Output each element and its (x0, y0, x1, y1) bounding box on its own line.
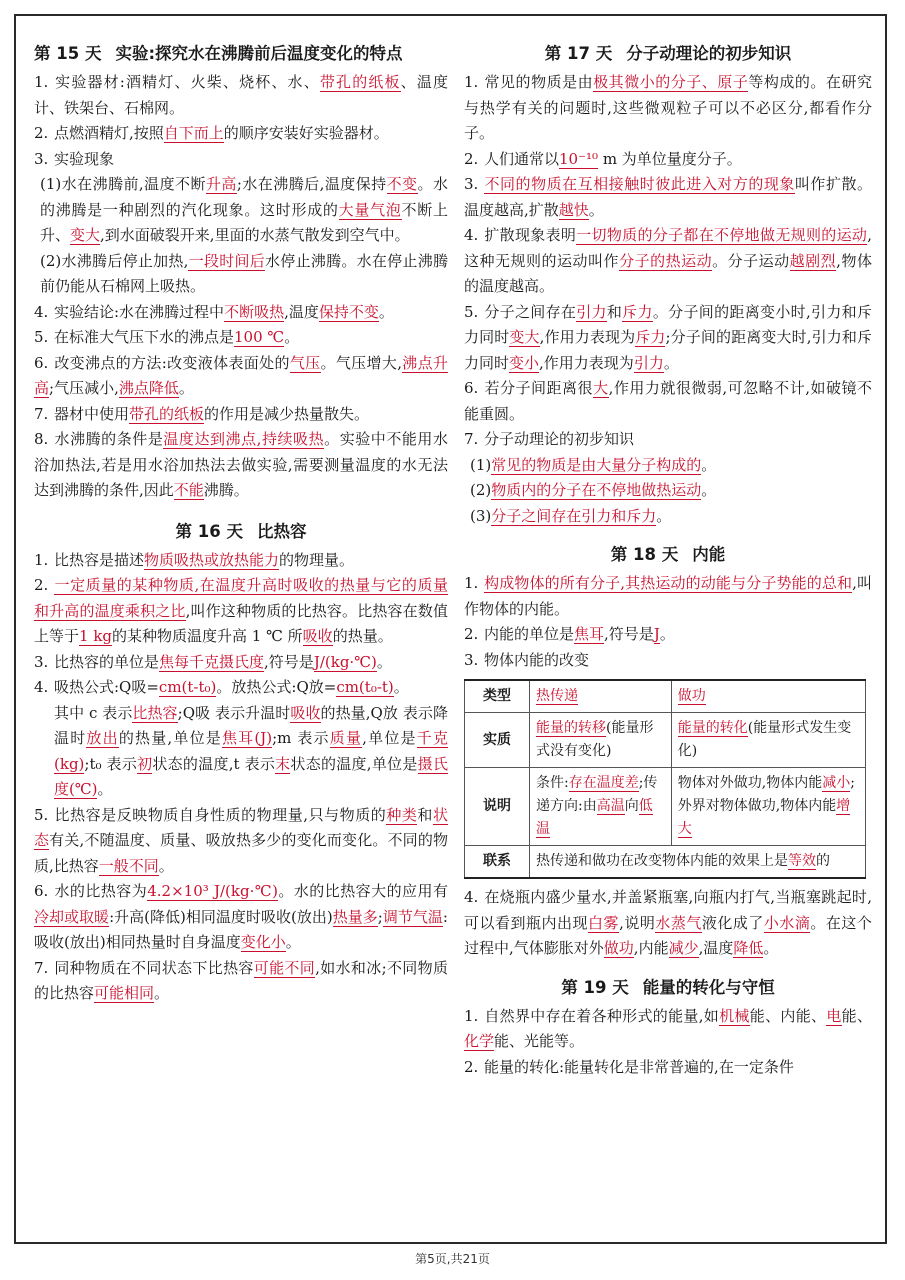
right-column (464, 36, 872, 1080)
table-cell: 条件:存在温度差;传递方向:由高温向低温 (530, 768, 672, 846)
list-item: 2. 点燃酒精灯,按照自下而上的顺序安装好实验器材。 (34, 124, 389, 142)
list-subitem: (1)水在沸腾前,温度不断升高;水在沸腾后,温度保持不变。水的沸腾是一种剧烈的汽化现象。这时形成的大量气泡不断上升、变大,到水面破裂开来,里面的水蒸气散发到空气中。 (40, 175, 448, 244)
list-item: 1. 常见的物质是由极其微小的分子、原子等构成的。在研究与热学有关的问题时,这些微观粒子可以不必区分,都看作分子。 (464, 73, 872, 142)
list-subitem: (2)水沸腾后停止加热,一段时间后水停止沸腾。水在停止沸腾前仍能从石棉网上吸热。 (40, 251, 448, 295)
list-item: 1. 自然界中存在着各种形式的能量,如机械能、内能、电能、化学能、光能等。 (464, 1006, 872, 1050)
day15-title: 第 15 天 实验:探究水在沸腾前后温度变化的特点 (34, 44, 403, 63)
left-column (34, 36, 448, 1007)
list-item: 7. 同种物质在不同状态下比热容可能不同,如水和冰;不同物质的比热容可能相同。 (34, 958, 448, 1002)
table-header: 做功 (671, 680, 865, 713)
list-subitem: (1)常见的物质是由大量分子构成的。 (470, 455, 717, 474)
table-header: 热传递 (530, 680, 672, 713)
list-item: 2. 内能的单位是焦耳,符号是J。 (464, 625, 675, 643)
table-row (465, 768, 866, 846)
list-item: 2. 能量的转化:能量转化是非常普遍的,在一定条件 (464, 1057, 794, 1076)
list-item: 5. 比热容是反映物质自身性质的物理量,只与物质的种类和状态有关,不随温度、质量、吸放热多少的变化而变化。不同的物质,比热容一般不同。 (34, 805, 448, 875)
row-label: 说明 (465, 768, 530, 846)
list-item: 7. 器材中使用带孔的纸板的作用是减少热量散失。 (34, 404, 370, 423)
list-item: 5. 分子之间存在引力和斥力。分子间的距离变小时,引力和斥力同时变大,作用力表现为斥力;分子间的距离变大时,引力和斥力同时变小,作用力表现为引力。 (464, 302, 872, 372)
list-item: 6. 若分子间距离很大,作用力就很微弱,可忽略不计,如破镜不能重圆。 (464, 379, 872, 423)
table-cell: 能量的转化(能量形式发生变化) (671, 713, 865, 768)
list-item: 8. 水沸腾的条件是温度达到沸点,持续吸热。实验中不能用水浴加热法,若是用水浴加热法去做实验,需要测量温度的水无法达到沸腾的条件,因此不能沸腾。 (34, 430, 448, 499)
list-item: 3. 比热容的单位是焦每千克摄氏度,符号是J/(kg·℃)。 (34, 652, 392, 671)
table-header: 类型 (465, 680, 530, 713)
list-item: 4. 吸热公式:Q吸=cm(t-t₀)。放热公式:Q放=cm(t₀-t)。 (34, 678, 409, 696)
row-label: 实质 (465, 713, 530, 768)
list-item: 6. 水的比热容为4.2×10³ J/(kg·℃)。水的比热容大的应用有冷却或取暖:升高(降低)相同温度时吸收(放出)热量多;调节气温:吸收(放出)相同热量时自身温度变化小。 (34, 882, 448, 951)
list-item-continuation: 其中 c 表示比热容;Q吸 表示升温时吸收的热量,Q放 表示降温时放出的热量,单位是焦耳(J);m 表示质量,单位是千克(kg);t₀ 表示初状态的温度,t 表示末状态的温度,单位是摄氏度(℃)。 (54, 703, 448, 798)
list-item: 6. 改变沸点的方法:改变液体表面处的气压。气压增大,沸点升高;气压减小,沸点降低。 (34, 353, 448, 397)
day19-title: 第 19 天 能量的转化与守恒 (561, 977, 775, 997)
list-item: 1. 实验器材:酒精灯、火柴、烧杯、水、带孔的纸板、温度计、铁架台、石棉网。 (34, 73, 448, 117)
list-item: 4. 扩散现象表明一切物质的分子都在不停地做无规则的运动,这种无规则的运动叫作分子的热运动。分子运动越剧烈,物体的温度越高。 (464, 226, 872, 295)
table-row (465, 846, 866, 879)
table-row (465, 713, 866, 768)
list-item: 5. 在标准大气压下水的沸点是100 ℃。 (34, 328, 300, 346)
list-subitem: (3)分子之间存在引力和斥力。 (470, 506, 672, 525)
table-cell: 能量的转移(能量形式没有变化) (530, 713, 672, 768)
internal-energy-table (464, 679, 866, 879)
list-item: 4. 在烧瓶内盛少量水,并盖紧瓶塞,向瓶内打气,当瓶塞跳起时,可以看到瓶内出现白雾,说明水蒸气液化成了小水滴。在这个过程中,气体膨胀对外做功,内能减少,温度降低。 (464, 888, 872, 957)
table-cell: 热传递和做功在改变物体内能的效果上是等效的 (530, 846, 866, 879)
day17-title: 第 17 天 分子动理论的初步知识 (544, 44, 792, 63)
list-item: 1. 构成物体的所有分子,其热运动的动能与分子势能的总和,叫作物体的内能。 (464, 574, 872, 618)
table-cell: 物体对外做功,物体内能减小;外界对物体做功,物体内能增大 (671, 768, 865, 846)
page-frame (14, 14, 887, 1244)
list-item: 4. 实验结论:水在沸腾过程中不断吸热,温度保持不变。 (34, 302, 394, 321)
list-item: 7. 分子动理论的初步知识 (464, 430, 635, 448)
list-item: 3. 实验现象 (34, 149, 115, 168)
day18-title: 第 18 天 内能 (610, 545, 726, 564)
list-item: 1. 比热容是描述物质吸热或放热能力的物理量。 (34, 550, 355, 569)
list-item: 2. 一定质量的某种物质,在温度升高时吸收的热量与它的质量和升高的温度乘积之比,叫作这种物质的比热容。比热容在数值上等于1 kg的某种物质温度升高 1 ℃ 所吸收的热量。 (34, 576, 448, 645)
list-item: 2. 人们通常以10⁻¹⁰ m 为单位量度分子。 (464, 149, 742, 168)
row-label: 联系 (465, 846, 530, 879)
table-row (465, 680, 866, 713)
page-footer: 第5页,共21页 (415, 1252, 490, 1266)
list-subitem: (2)物质内的分子在不停地做热运动。 (470, 481, 717, 499)
list-item: 3. 物体内能的改变 (464, 650, 590, 669)
day16-title: 第 16 天 比热容 (175, 521, 307, 541)
list-item: 3. 不同的物质在互相接触时彼此进入对方的现象叫作扩散。温度越高,扩散越快。 (464, 175, 872, 219)
